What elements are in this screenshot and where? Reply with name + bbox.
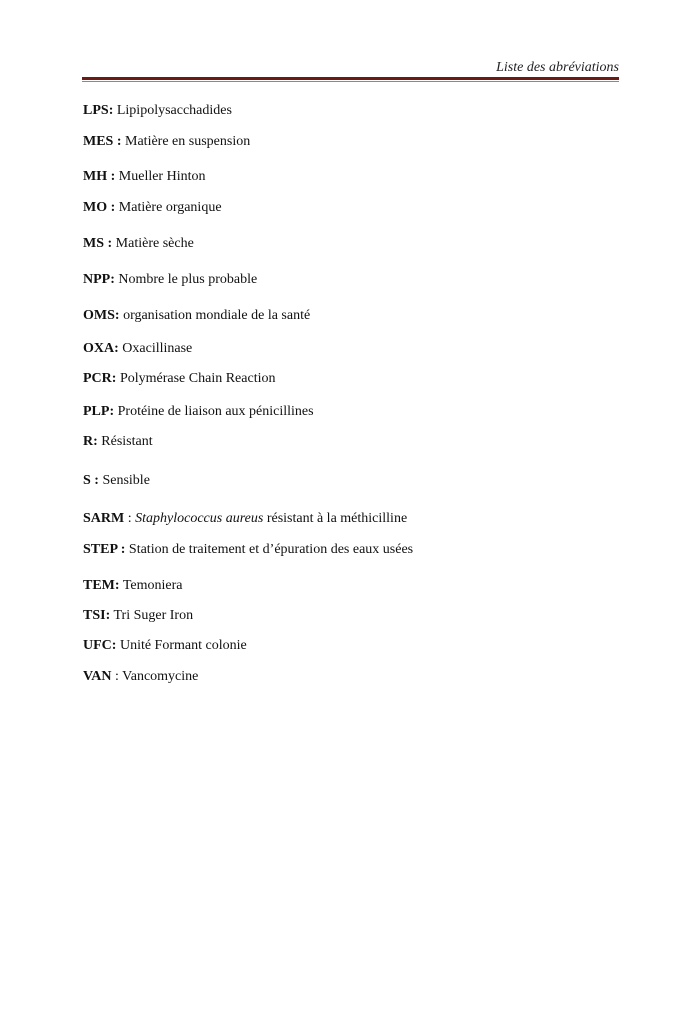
abbreviation-term: STEP bbox=[83, 542, 118, 557]
abbreviation-term: MES bbox=[83, 134, 114, 149]
abbreviation-term: LPS bbox=[83, 103, 109, 118]
abbreviation-term: NPP bbox=[83, 272, 111, 287]
abbreviation-separator: : bbox=[113, 134, 122, 149]
abbreviation-term: R bbox=[83, 434, 94, 449]
abbreviation-separator: : bbox=[90, 473, 99, 488]
abbreviation-definition: Unité Formant colonie bbox=[119, 638, 247, 653]
abbreviation-term: SARM bbox=[83, 511, 125, 526]
abbreviation-term: MH bbox=[83, 169, 108, 184]
page-title: Liste des abréviations bbox=[496, 60, 619, 75]
abbreviation-term: TSI bbox=[83, 608, 106, 623]
abbreviation-term: PCR bbox=[83, 371, 112, 386]
abbreviation-separator: : bbox=[104, 236, 113, 251]
abbreviation-item bbox=[83, 472, 150, 490]
abbreviation-separator: : bbox=[114, 308, 120, 323]
abbreviation-separator: : bbox=[109, 404, 115, 419]
abbreviation-item bbox=[83, 102, 232, 120]
abbreviation-separator: : bbox=[111, 638, 117, 653]
abbreviation-term: MS bbox=[83, 236, 104, 251]
abbreviation-definition: Station de traitement et d’épuration des eaux usées bbox=[128, 542, 414, 557]
abbreviation-definition: Sensible bbox=[102, 473, 150, 488]
abbreviation-item bbox=[83, 199, 222, 217]
abbreviation-item bbox=[83, 133, 250, 151]
abbreviation-item bbox=[83, 510, 407, 528]
abbreviation-separator: : bbox=[114, 341, 119, 356]
abbreviation-definition: Vancomycine bbox=[122, 669, 199, 684]
abbreviation-term: TEM bbox=[83, 578, 115, 593]
abbreviation-definition: Résistant bbox=[101, 434, 153, 449]
abbreviation-separator: : bbox=[107, 169, 116, 184]
abbreviation-separator: : bbox=[124, 511, 132, 526]
abbreviation-term: OMS bbox=[83, 308, 115, 323]
abbreviation-definition: Matière organique bbox=[118, 200, 222, 215]
abbreviation-item bbox=[83, 577, 182, 595]
header-rule-thin bbox=[82, 81, 619, 82]
header-rule bbox=[82, 77, 619, 80]
abbreviation-definition: Protéine de liaison aux pénicillines bbox=[117, 404, 314, 419]
abbreviation-item bbox=[83, 307, 310, 325]
abbreviation-item bbox=[83, 370, 275, 388]
abbreviation-term: S bbox=[83, 473, 91, 488]
abbreviation-definition: Lipipolysacchadides bbox=[116, 103, 232, 118]
abbreviation-separator: : bbox=[111, 371, 117, 386]
abbreviation-separator: : bbox=[114, 578, 120, 593]
abbreviation-definition: Temoniera bbox=[122, 578, 183, 593]
abbreviation-item bbox=[83, 271, 257, 289]
abbreviation-definition: Oxacillinase bbox=[122, 341, 193, 356]
abbreviation-term: OXA bbox=[83, 341, 115, 356]
abbreviation-item bbox=[83, 340, 192, 358]
abbreviation-term: UFC bbox=[83, 638, 112, 653]
abbreviation-item bbox=[83, 168, 206, 186]
abbreviation-definition: Tri Suger Iron bbox=[113, 608, 194, 623]
abbreviation-definition: Polymérase Chain Reaction bbox=[119, 371, 276, 386]
abbreviation-separator: : bbox=[93, 434, 98, 449]
abbreviation-item bbox=[83, 403, 314, 421]
abbreviation-definition: Nombre le plus probable bbox=[118, 272, 258, 287]
abbreviation-term: PLP bbox=[83, 404, 110, 419]
abbreviation-separator: : bbox=[117, 542, 126, 557]
abbreviation-definition: Matière sèche bbox=[115, 236, 194, 251]
abbreviation-separator: : bbox=[107, 200, 116, 215]
abbreviation-separator: : bbox=[110, 272, 115, 287]
abbreviation-definition: résistant à la méthicilline bbox=[266, 511, 408, 526]
page-header bbox=[82, 60, 619, 84]
abbreviation-item bbox=[83, 235, 194, 253]
abbreviation-item bbox=[83, 668, 198, 686]
abbreviation-definition: organisation mondiale de la santé bbox=[123, 308, 311, 323]
abbreviation-definition: Matière en suspension bbox=[125, 134, 251, 149]
species-name: Staphylococcus aureus bbox=[135, 511, 264, 526]
abbreviation-item bbox=[83, 541, 413, 559]
abbreviation-separator: : bbox=[105, 608, 111, 623]
abbreviation-separator: : bbox=[111, 669, 119, 684]
abbreviation-item bbox=[83, 607, 193, 625]
abbreviation-item bbox=[83, 637, 247, 655]
abbreviation-term: VAN bbox=[83, 669, 112, 684]
abbreviation-item bbox=[83, 433, 153, 451]
abbreviation-term: MO bbox=[83, 200, 108, 215]
abbreviation-separator: : bbox=[108, 103, 114, 118]
abbreviation-definition: Mueller Hinton bbox=[118, 169, 206, 184]
